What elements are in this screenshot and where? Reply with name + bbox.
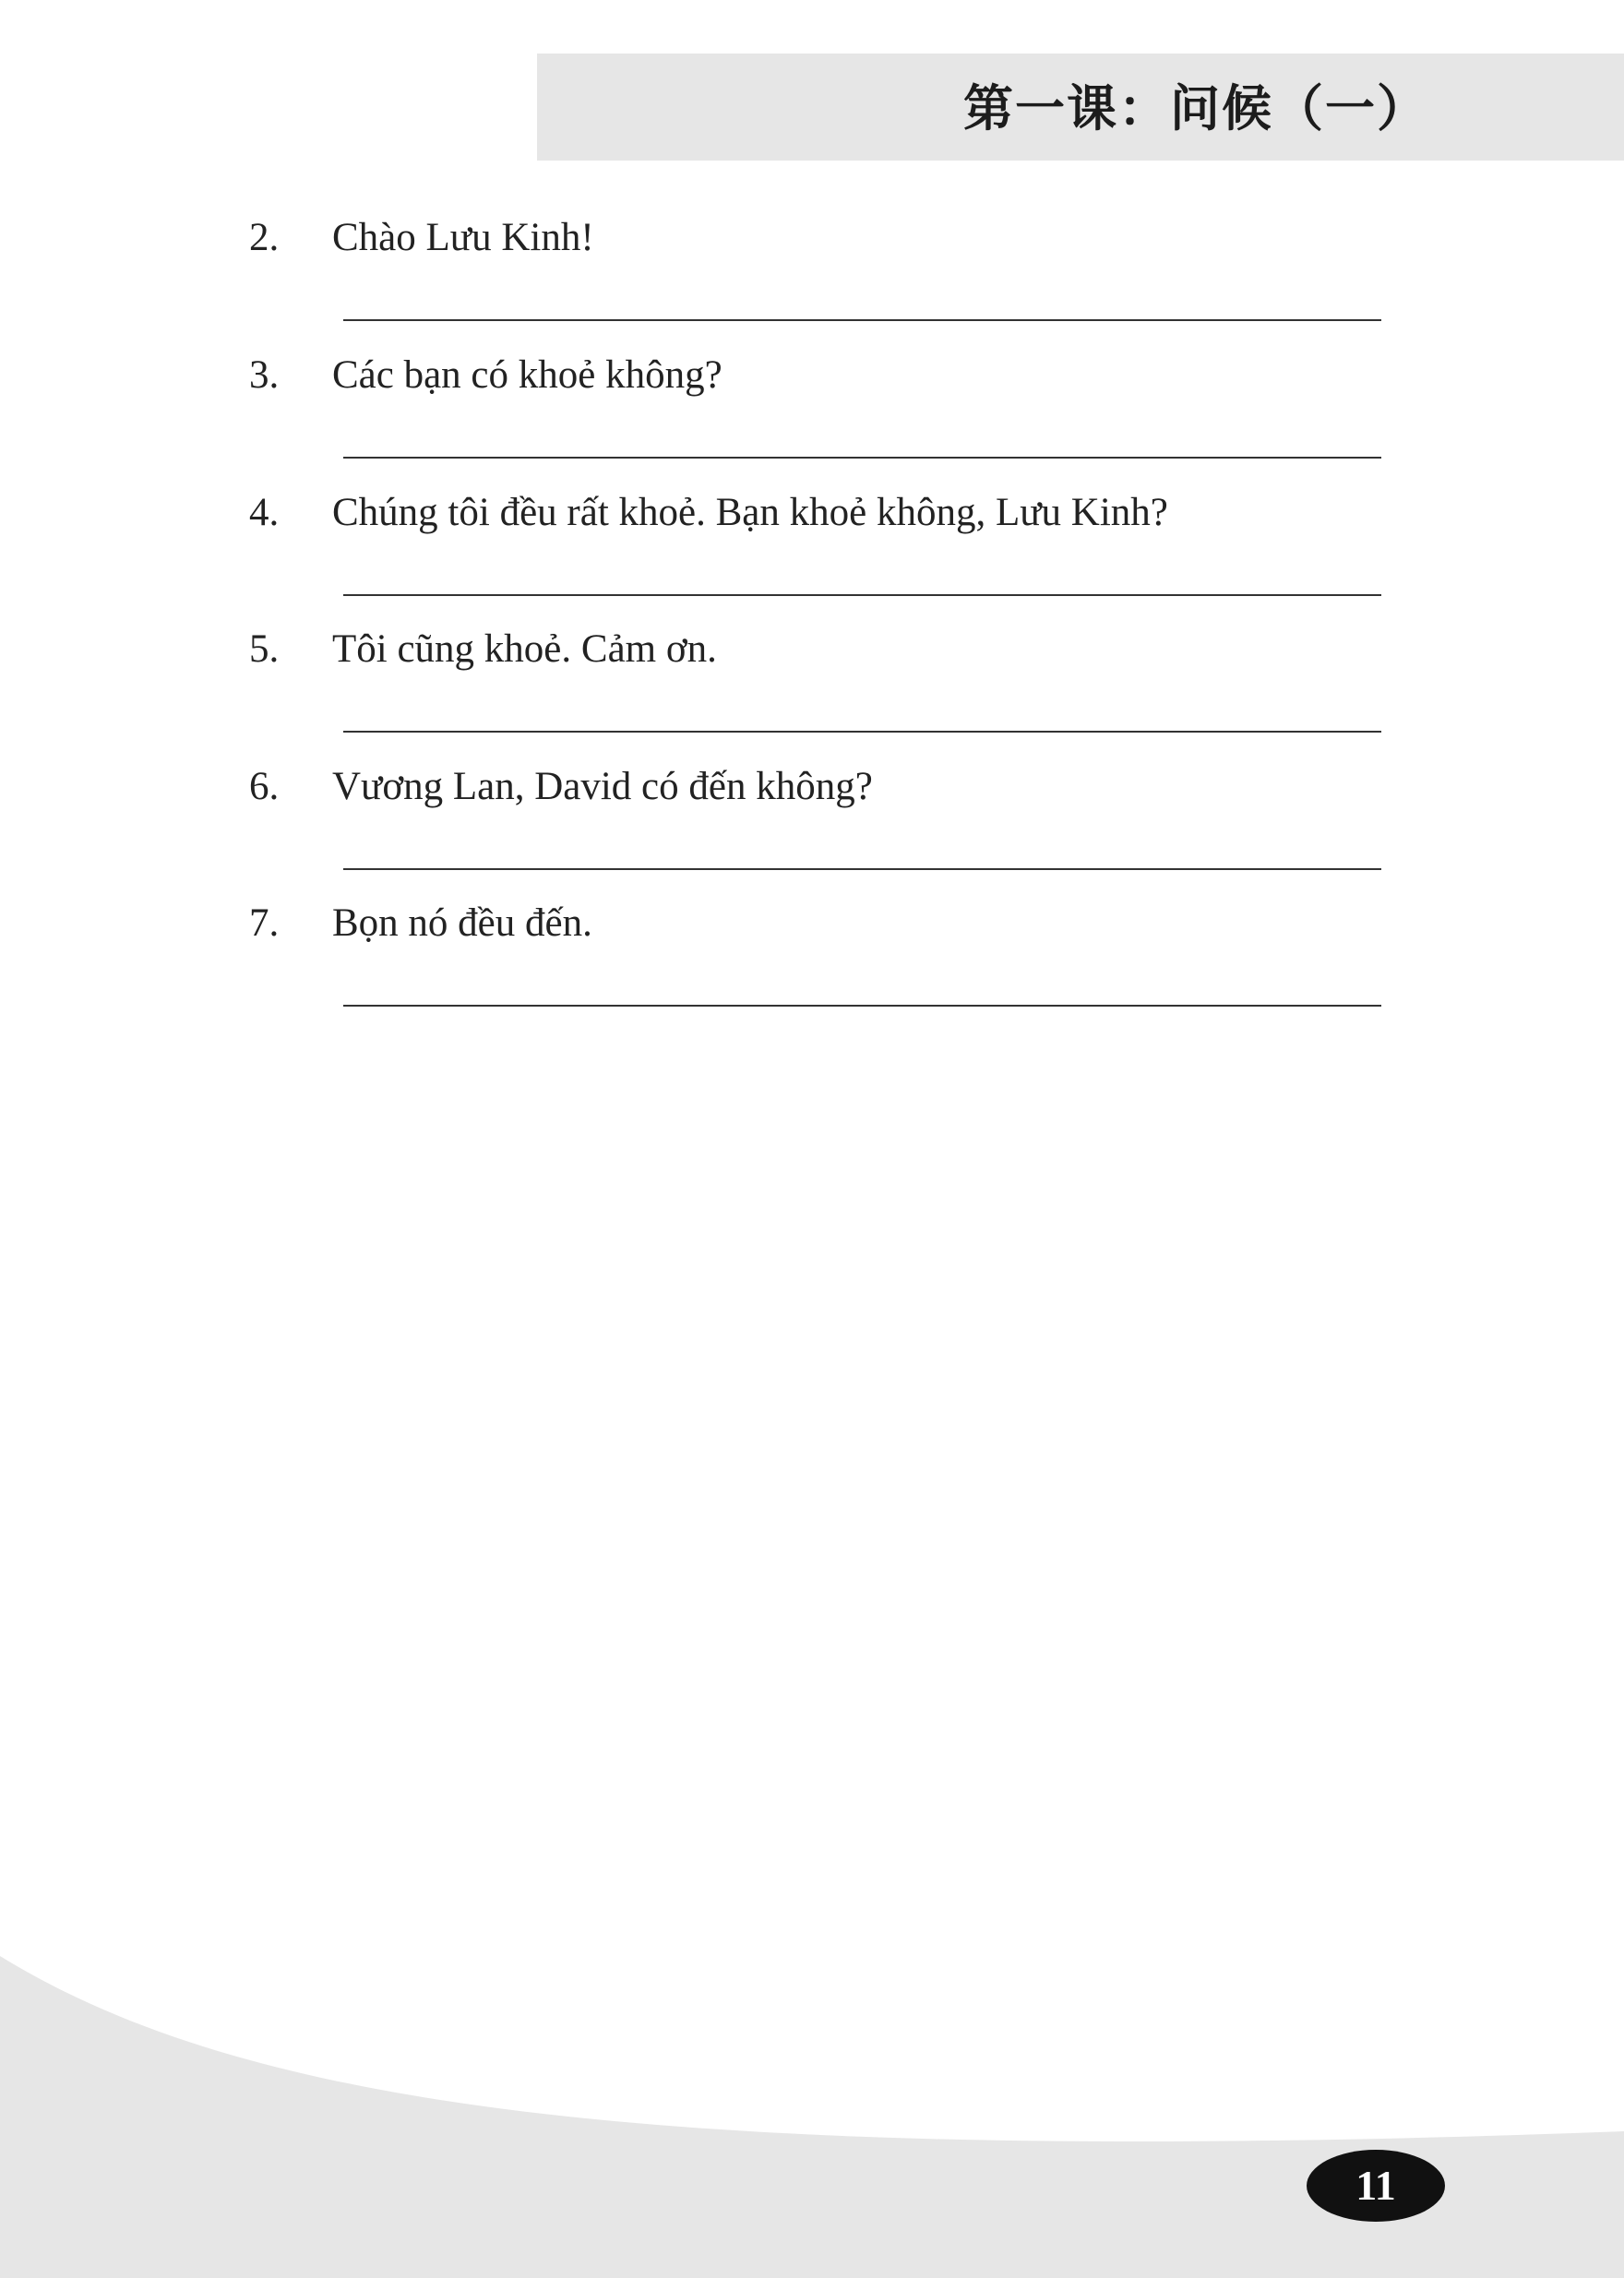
exercise-item (0, 210, 1624, 349)
answer-line[interactable] (343, 319, 1381, 321)
page-number: 11 (1355, 2162, 1396, 2209)
exercise-item (0, 485, 1624, 624)
exercise-number: 6. (249, 765, 280, 808)
exercise-number: 5. (249, 627, 280, 671)
exercise-text: Bọn nó đều đến. (332, 901, 592, 945)
exercise-text: Vương Lan, David có đến không? (332, 765, 873, 808)
answer-line[interactable] (343, 457, 1381, 459)
exercise-text: Chào Lưu Kinh! (332, 216, 594, 259)
exercise-text: Tôi cũng khoẻ. Cảm ơn. (332, 627, 717, 671)
footer-wave-band (0, 1919, 1624, 2278)
exercise-number: 3. (249, 353, 280, 397)
exercise-number: 2. (249, 216, 280, 259)
answer-line[interactable] (343, 731, 1381, 733)
lesson-title: 第一课：问候（一） (963, 79, 1428, 137)
exercise-item (0, 622, 1624, 760)
footer-wave-shape (0, 1956, 1624, 2278)
exercise-number: 7. (249, 901, 280, 945)
page-number-badge (1307, 2150, 1445, 2222)
answer-line[interactable] (343, 1005, 1381, 1007)
exercise-text: Các bạn có khoẻ không? (332, 353, 722, 397)
exercise-text: Chúng tôi đều rất khoẻ. Bạn khoẻ không, Lưu Kinh? (332, 491, 1168, 534)
exercise-item (0, 348, 1624, 486)
exercise-number: 4. (249, 491, 280, 534)
exercise-item (0, 896, 1624, 1034)
exercise-item (0, 759, 1624, 898)
answer-line[interactable] (343, 868, 1381, 870)
answer-line[interactable] (343, 594, 1381, 596)
